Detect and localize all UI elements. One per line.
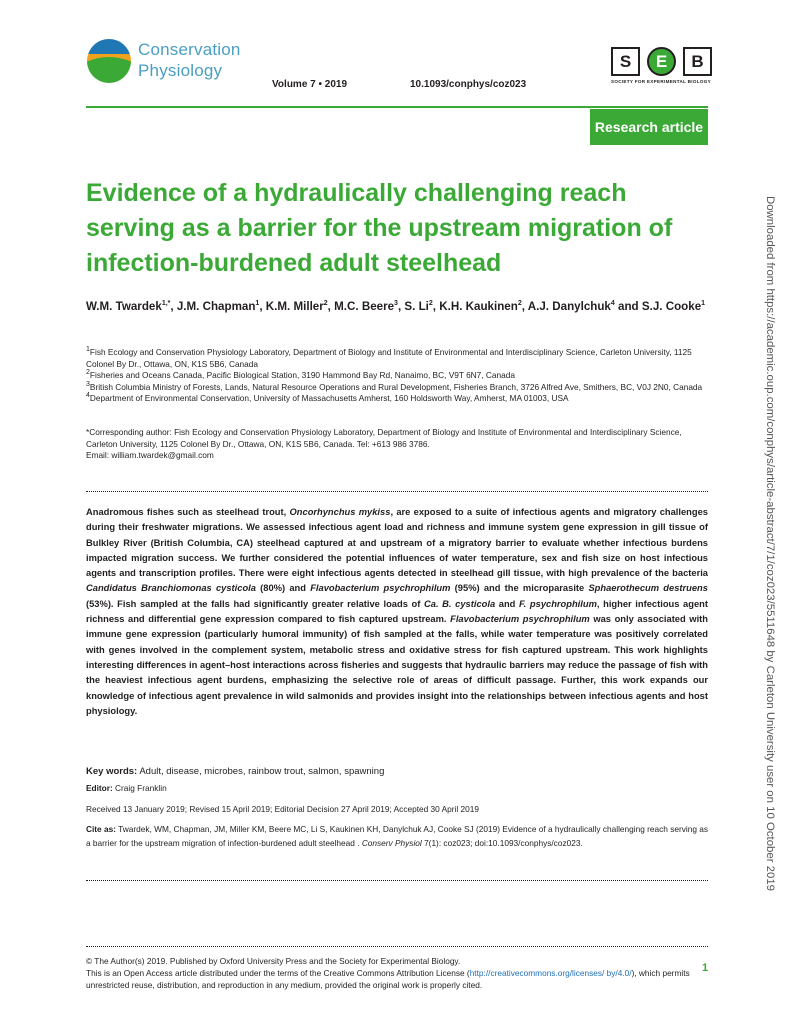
author-name: K.M. Miller [265,300,324,313]
abstract-species-name: F. psychrophilum [519,598,597,609]
affiliation-item [86,393,706,405]
affiliation-number: 4 [86,392,90,400]
society-logo [611,47,711,91]
abstract-species-name: Flavobacterium psychrophilum [310,583,451,594]
keywords-value: Adult, disease, microbes, rainbow trout, salmon, spawning [139,766,385,777]
author-name: A.J. Danylchuk [527,300,611,313]
license-link[interactable]: http://creativecommons.org/licenses/ by/4.0/ [469,967,632,978]
keywords [86,766,708,777]
affiliation-item [86,370,706,382]
author-affiliation-mark: 2 [323,300,328,308]
article-history: Received 13 January 2019; Revised 15 April 2019; Editorial Decision 27 April 2019; Accepted 30 April 2019 [86,804,479,814]
abstract-species-name: Sphaerothecum destruens [588,583,708,594]
journal-name-line2: Physiology [138,61,223,80]
correspondence-text: *Corresponding author: Fish Ecology and Conservation Physiology Laboratory, Department of Biology and Institute of Environmental and Interdisciplinary Science, Carleton University, 1125 Colonel By Dr., Ottawa, ON, K1S 5B6, Canada. Tel: +613 986 3786. [86,427,682,449]
author-name: J.M. Chapman [176,300,256,313]
journal-logo [86,36,266,86]
author-list [86,298,706,315]
abstract-species-name: Flavobacterium psychrophilum [450,614,590,625]
author-name: K.H. Kaukinen [439,300,518,313]
seb-letter-s: S [611,47,640,76]
license-text-after: ), which permits unrestricted reuse, distribution, and reproduction in any medium, provided the original work is properly cited. [86,967,690,990]
affiliation-text: British Columbia Ministry of Forests, Lands, Natural Resource Operations and Rural Development, Fisheries Branch, 3726 Alfred Ave, Smithers, BC, V0J 2N0, Canada [89,381,703,392]
editor-value: Craig Franklin [115,783,167,793]
journal-name-line1: Conservation [138,40,241,59]
abstract-text: Anadromous fishes such as steelhead trout, [86,507,290,517]
license-text-before: This is an Open Access article distributed under the terms of the Creative Commons Attribution License ( [86,967,470,978]
abstract-text: was only associated with immune gene expression (particularly humoral immunity) of fish sampled at the falls, while water temperature was positively correlated with genes involved in the complement system, metabolic stress and oxidative stress for fish captured upstream. This work highlights interesting differences in agent–host interactions across fisheries and suggests that hydraulic barriers may reduce the passage of fish with the heaviest infectious agent burdens, emphasizing the selective role of areas of difficult passage. Further, this work expands our knowledge of infectious agent prevalence in wild salmonids and provides insight into the relationships between infectious agents and host physiology. [86,614,708,716]
editor [86,783,167,793]
download-watermark: Downloaded from https://academic.oup.com/conphys/article-abstract/7/1/coz023/5511648 by Carleton University user on 10 October 2019 [764,196,776,891]
cite-journal: Conserv Physiol [361,837,422,848]
author-separator: , [432,300,440,313]
copyright-text: © The Author(s) 2019. Published by Oxford University Press and the Society for Experimental Biology. [86,956,461,966]
header-rule [86,106,708,108]
abstract [86,505,708,719]
article-type-badge: Research article [590,109,708,145]
page-number: 1 [702,962,709,974]
author-affiliation-mark: 2 [428,300,433,308]
author-affiliation-mark: 1 [701,300,706,308]
abstract-text: (95%) and the microparasite [450,583,589,594]
doi-label: 10.1093/conphys/coz023 [410,79,527,90]
author-name: W.M. Twardek [86,300,162,313]
author-separator: , [521,300,528,313]
correspondence [86,427,706,462]
correspondence-email[interactable]: Email: william.twardek@gmail.com [86,450,214,461]
affiliation-number: 3 [86,381,90,389]
author-affiliation-mark: 4 [610,300,615,308]
author-separator: , [327,300,335,313]
dotted-divider [86,491,708,492]
abstract-species-name: Ca. B. cysticola [424,598,496,609]
author-separator: , [170,300,177,313]
editor-label: Editor: [86,783,113,793]
abstract-text: , are exposed to a suite of infectious agents and migratory challenges during their freshwater migrations. We assessed infectious agent load and richness and immune system gene expression in gill tissue of Bulkley River (British Columbia, CA) steelhead captured at and upstream of a migratory barrier to evaluate whether infectious burdens impacted migration success. We further considered the potential influences of water temperature, sex and fish size on host infectious agents and transcription profiles. There were eight infectious agents detected in steelhead gill tissue, with high prevalence of the bacteria [86,507,708,579]
affiliation-text: Fish Ecology and Conservation Physiology Laboratory, Department of Biology and Institute of Environmental and Interdisciplinary Science, Carleton University, 1125 Colonel By Dr., Ottawa, ON, K1S 5B6, Canada [86,347,692,369]
seb-letter-e: E [647,47,676,76]
author-affiliation-mark: 2 [517,300,522,308]
affiliation-text: Fisheries and Oceans Canada, Pacific Biological Station, 3190 Hammond Bay Rd, Nanaimo, BC, V9T 6N7, Canada [89,370,515,381]
abstract-species-name: Oncorhynchus mykiss [289,507,391,517]
keywords-label: Key words: [86,766,138,777]
abstract-text: (80%) and [255,583,311,594]
affiliation-text: Department of Environmental Conservation, University of Massachusetts Amherst, 160 Holdsworth Way, Amherst, MA 01003, USA [89,393,569,404]
society-caption: SOCIETY FOR EXPERIMENTAL BIOLOGY [611,79,711,84]
author-affiliation-mark: 1,* [161,300,171,308]
article-title: Evidence of a hydraulically challenging reach serving as a barrier for the upstream migration of infection-burdened adult steelhead [86,179,673,277]
cite-text-after: 7(1): coz023; doi:10.1093/conphys/coz023. [421,837,583,848]
abstract-text: and [495,598,520,609]
license-footer [86,956,696,991]
affiliation-number: 1 [86,346,90,354]
license-text [86,968,696,992]
abstract-species-name: Candidatus Branchiomonas cysticola [86,583,256,594]
citation [86,823,708,850]
author-separator: , [259,300,266,313]
affiliation-item [86,382,706,394]
cite-text-before: Twardek, WM, Chapman, JM, Miller KM, Beere MC, Li S, Kaukinen KH, Danylchuk AJ, Cooke SJ (2019) Evidence of a hydraulically challenging reach serving as a barrier for the upstream migration of infection-burdened adult steelhead . [86,824,709,848]
author-name: M.C. Beere [334,300,395,313]
journal-globe-icon [86,38,132,84]
dotted-divider [86,880,708,881]
author-affiliation-mark: 3 [394,300,398,308]
affiliation-item [86,347,706,370]
abstract-text: (53%). Fish sampled at the falls had significantly greater relative loads of [86,598,424,609]
affiliation-number: 2 [86,369,90,377]
cite-label: Cite as: [86,824,116,834]
abstract-text: , higher infectious agent richness and differential gene expression compared to fish captured upstream. [86,598,708,625]
dotted-divider [86,946,708,947]
author-affiliation-mark: 1 [255,300,260,308]
seb-letter-b: B [683,47,712,76]
author-name: S. Li [404,300,429,313]
volume-label: Volume 7 • 2019 [272,79,348,90]
author-separator: and [614,300,642,313]
author-name: S.J. Cooke [641,300,702,313]
author-separator: , [397,300,405,313]
affiliations [86,347,706,405]
